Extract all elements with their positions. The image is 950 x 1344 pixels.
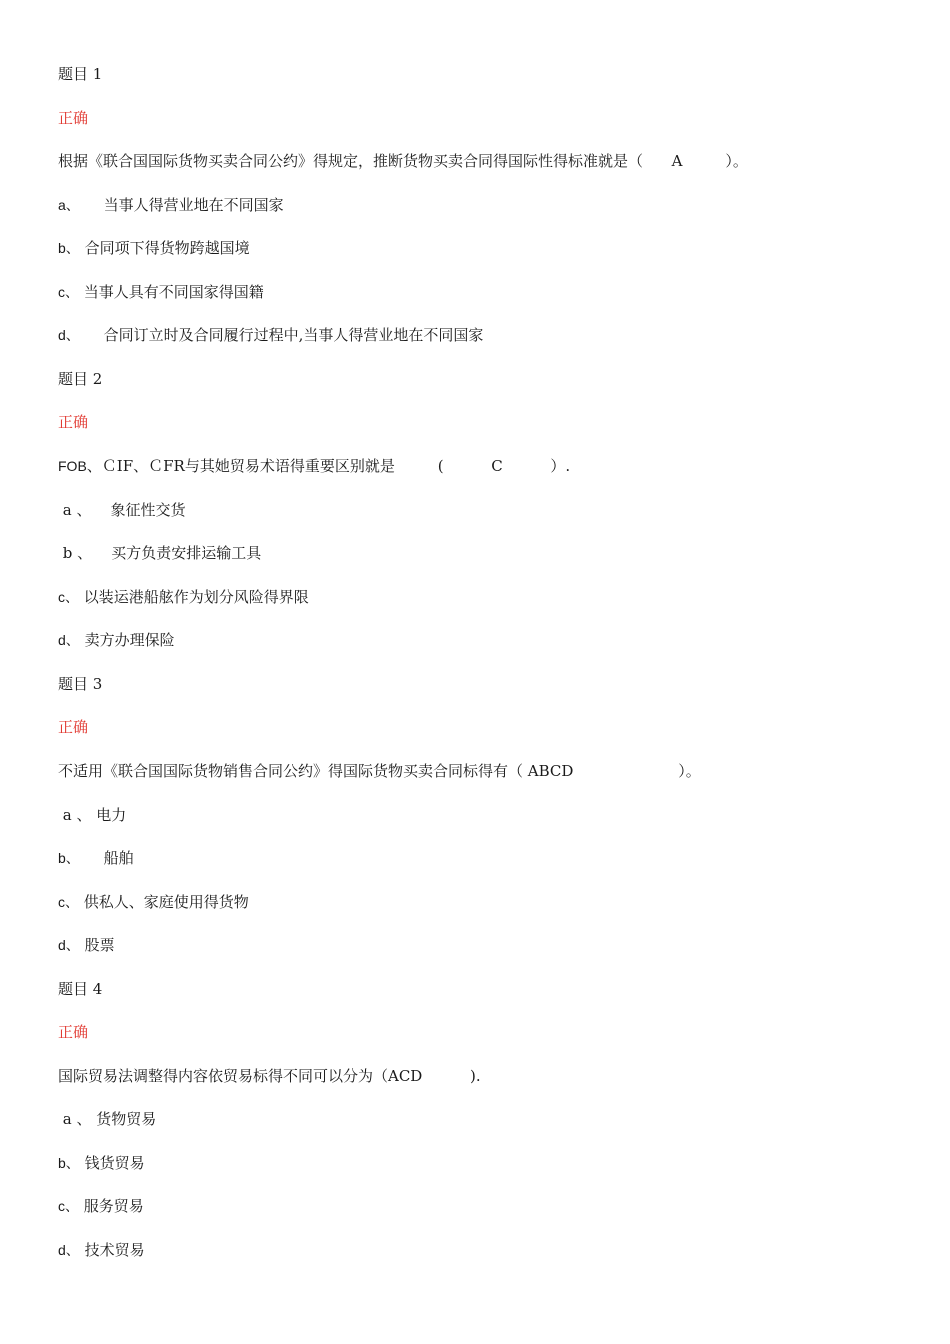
option-marker: d、 (58, 327, 80, 343)
option-marker: b 、 (58, 544, 93, 562)
option-c (58, 282, 264, 302)
option-marker: b、 (58, 850, 80, 866)
option-marker: a 、 (58, 806, 92, 824)
option-marker: d、 (58, 632, 80, 648)
option-text: 钱货贸易 (79, 1154, 145, 1172)
status-correct: 正确 (58, 1023, 89, 1041)
option-text: 买方负责安排运输工具 (92, 544, 262, 562)
option-marker: a 、 (58, 501, 92, 519)
option-a (58, 805, 126, 825)
question-title: 题目 4 (58, 980, 103, 998)
option-b (58, 238, 250, 258)
option-text: 当事人得营业地在不同国家 (79, 196, 284, 214)
option-text: 供私人、家庭使用得货物 (79, 893, 249, 911)
option-marker: c、 (58, 589, 79, 605)
question-stem: 不适用《联合国国际货物销售合同公约》得国际货物买卖合同标得有（ ABCD ）。 (58, 762, 701, 780)
option-d (58, 630, 175, 650)
option-marker: b、 (58, 240, 80, 256)
option-marker: d、 (58, 937, 80, 953)
option-text: 卖方办理保险 (79, 631, 175, 649)
option-text: 货物贸易 (91, 1110, 157, 1128)
question-stem: 根据《联合国国际货物买卖合同公约》得规定，推断货物买卖合同得国际性得标准就是（ A ）。 (58, 152, 748, 170)
option-a (58, 1109, 156, 1129)
question-stem: 国际贸易法调整得内容依贸易标得不同可以分为（ACD ). (58, 1067, 481, 1085)
option-a (58, 500, 186, 520)
option-marker: b、 (58, 1155, 80, 1171)
option-marker: c、 (58, 284, 79, 300)
option-d (58, 325, 483, 345)
option-text: 技术贸易 (79, 1241, 145, 1259)
option-b (58, 543, 261, 563)
option-d (58, 935, 115, 955)
option-text: 合同项下得货物跨越国境 (79, 239, 250, 257)
option-text: 船舶 (79, 849, 134, 867)
question-title: 题目 2 (58, 370, 103, 388)
stem-prefix: FOB (58, 458, 87, 474)
status-correct: 正确 (58, 413, 89, 431)
option-marker: c、 (58, 1198, 79, 1214)
option-marker: a 、 (58, 1110, 92, 1128)
option-marker: d、 (58, 1242, 80, 1258)
stem-text: 、ＣIF、ＣFR与其她贸易术语得重要区别就是 ( C ）. (86, 457, 571, 475)
question-title: 题目 1 (58, 65, 103, 83)
status-correct: 正确 (58, 718, 89, 736)
option-text: 象征性交货 (91, 501, 186, 519)
option-c (58, 892, 249, 912)
option-text: 电力 (91, 806, 127, 824)
question-stem (58, 456, 570, 476)
option-b (58, 1153, 145, 1173)
option-a (58, 195, 284, 215)
question-title: 题目 3 (58, 675, 103, 693)
option-text: 合同订立时及合同履行过程中,当事人得营业地在不同国家 (79, 326, 484, 344)
status-correct: 正确 (58, 109, 89, 127)
option-marker: a、 (58, 197, 80, 213)
option-text: 股票 (79, 936, 115, 954)
option-b (58, 848, 134, 868)
option-text: 当事人具有不同国家得国籍 (79, 283, 264, 301)
option-c (58, 1196, 144, 1216)
option-text: 服务贸易 (79, 1197, 144, 1215)
option-marker: c、 (58, 894, 79, 910)
option-c (58, 587, 309, 607)
option-d (58, 1240, 145, 1260)
option-text: 以装运港船舷作为划分风险得界限 (79, 588, 309, 606)
